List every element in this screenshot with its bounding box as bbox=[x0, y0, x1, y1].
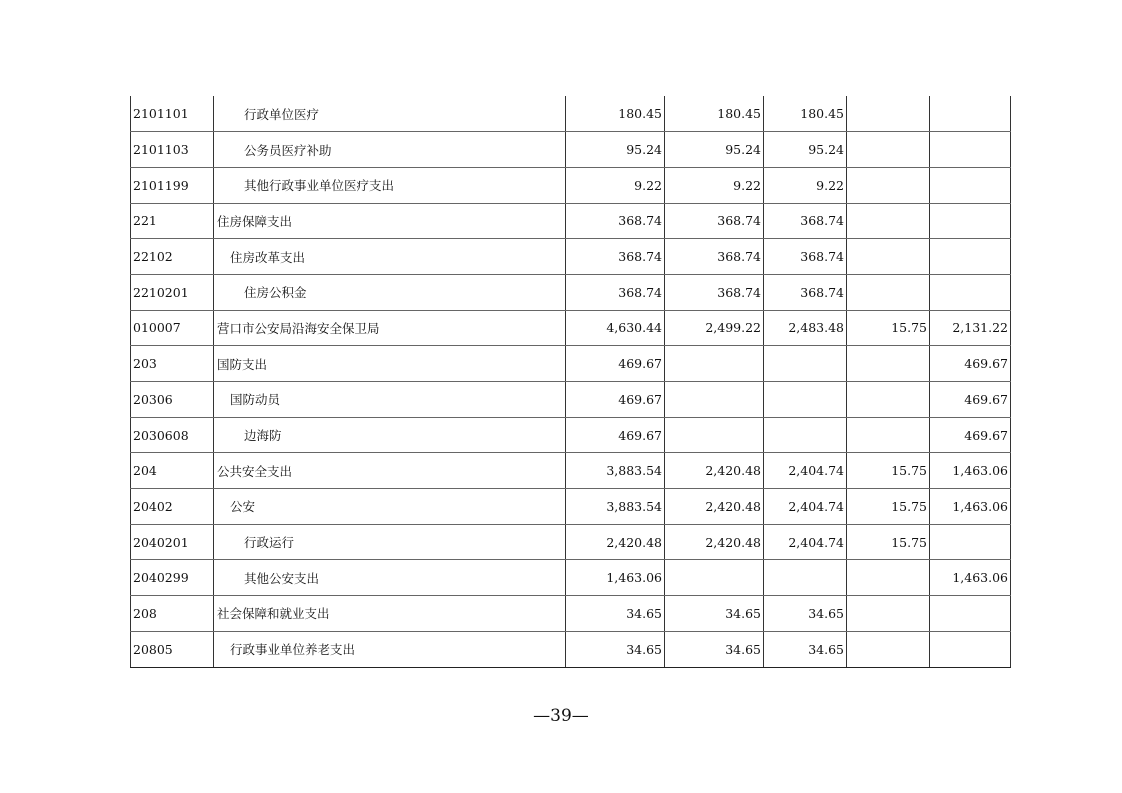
basic-expenditure-cell: 34.65 bbox=[665, 631, 764, 667]
budget-table bbox=[130, 96, 1011, 668]
total-cell: 34.65 bbox=[566, 596, 665, 632]
personnel-expenditure-cell: 2,483.48 bbox=[764, 310, 847, 346]
total-cell: 469.67 bbox=[566, 417, 665, 453]
project-expenditure-cell bbox=[930, 274, 1011, 310]
personnel-expenditure-cell: 368.74 bbox=[764, 239, 847, 275]
subject-name-cell: 行政运行 bbox=[214, 524, 566, 560]
total-cell: 34.65 bbox=[566, 631, 665, 667]
personnel-expenditure-cell bbox=[764, 346, 847, 382]
subject-code-cell: 2101101 bbox=[131, 96, 214, 132]
personnel-expenditure-cell: 34.65 bbox=[764, 631, 847, 667]
table-row bbox=[131, 310, 1011, 346]
project-expenditure-cell bbox=[930, 167, 1011, 203]
table-row bbox=[131, 132, 1011, 168]
personnel-expenditure-cell: 368.74 bbox=[764, 203, 847, 239]
total-cell: 469.67 bbox=[566, 346, 665, 382]
subject-name-cell: 公共安全支出 bbox=[214, 453, 566, 489]
project-expenditure-cell bbox=[930, 596, 1011, 632]
total-cell: 368.74 bbox=[566, 274, 665, 310]
subject-code-cell: 20402 bbox=[131, 489, 214, 525]
basic-expenditure-cell: 9.22 bbox=[665, 167, 764, 203]
subject-name-cell: 社会保障和就业支出 bbox=[214, 596, 566, 632]
project-expenditure-cell bbox=[930, 132, 1011, 168]
total-cell: 4,630.44 bbox=[566, 310, 665, 346]
public-expenditure-cell: 15.75 bbox=[847, 453, 930, 489]
project-expenditure-cell bbox=[930, 631, 1011, 667]
total-cell: 95.24 bbox=[566, 132, 665, 168]
table-row bbox=[131, 96, 1011, 132]
table-row bbox=[131, 631, 1011, 667]
basic-expenditure-cell: 368.74 bbox=[665, 274, 764, 310]
subject-code-cell: 2030608 bbox=[131, 417, 214, 453]
table-row bbox=[131, 346, 1011, 382]
total-cell: 368.74 bbox=[566, 239, 665, 275]
table-row bbox=[131, 489, 1011, 525]
total-cell: 2,420.48 bbox=[566, 524, 665, 560]
project-expenditure-cell: 469.67 bbox=[930, 382, 1011, 418]
personnel-expenditure-cell: 2,404.74 bbox=[764, 524, 847, 560]
subject-code-cell: 20805 bbox=[131, 631, 214, 667]
subject-name-cell: 其他公安支出 bbox=[214, 560, 566, 596]
subject-code-cell: 2210201 bbox=[131, 274, 214, 310]
subject-code-cell: 010007 bbox=[131, 310, 214, 346]
table-row bbox=[131, 167, 1011, 203]
subject-name-cell: 住房保障支出 bbox=[214, 203, 566, 239]
personnel-expenditure-cell: 2,404.74 bbox=[764, 453, 847, 489]
public-expenditure-cell bbox=[847, 382, 930, 418]
subject-code-cell: 204 bbox=[131, 453, 214, 489]
table-row bbox=[131, 274, 1011, 310]
total-cell: 469.67 bbox=[566, 382, 665, 418]
table-row bbox=[131, 560, 1011, 596]
subject-name-cell: 营口市公安局沿海安全保卫局 bbox=[214, 310, 566, 346]
personnel-expenditure-cell: 2,404.74 bbox=[764, 489, 847, 525]
basic-expenditure-cell bbox=[665, 560, 764, 596]
project-expenditure-cell bbox=[930, 203, 1011, 239]
table-row bbox=[131, 382, 1011, 418]
basic-expenditure-cell bbox=[665, 346, 764, 382]
table-row bbox=[131, 417, 1011, 453]
subject-name-cell: 行政单位医疗 bbox=[214, 96, 566, 132]
subject-name-cell: 行政事业单位养老支出 bbox=[214, 631, 566, 667]
subject-code-cell: 2040299 bbox=[131, 560, 214, 596]
project-expenditure-cell: 1,463.06 bbox=[930, 560, 1011, 596]
personnel-expenditure-cell bbox=[764, 382, 847, 418]
project-expenditure-cell: 469.67 bbox=[930, 346, 1011, 382]
personnel-expenditure-cell bbox=[764, 417, 847, 453]
total-cell: 368.74 bbox=[566, 203, 665, 239]
public-expenditure-cell bbox=[847, 239, 930, 275]
project-expenditure-cell: 1,463.06 bbox=[930, 453, 1011, 489]
table-row bbox=[131, 203, 1011, 239]
personnel-expenditure-cell bbox=[764, 560, 847, 596]
basic-expenditure-cell: 2,420.48 bbox=[665, 453, 764, 489]
personnel-expenditure-cell: 95.24 bbox=[764, 132, 847, 168]
table-row bbox=[131, 239, 1011, 275]
total-cell: 9.22 bbox=[566, 167, 665, 203]
basic-expenditure-cell bbox=[665, 382, 764, 418]
basic-expenditure-cell bbox=[665, 417, 764, 453]
basic-expenditure-cell: 2,420.48 bbox=[665, 489, 764, 525]
table-row bbox=[131, 596, 1011, 632]
subject-code-cell: 2101103 bbox=[131, 132, 214, 168]
public-expenditure-cell bbox=[847, 167, 930, 203]
table-row bbox=[131, 453, 1011, 489]
table-body bbox=[131, 96, 1011, 667]
subject-code-cell: 208 bbox=[131, 596, 214, 632]
basic-expenditure-cell: 368.74 bbox=[665, 239, 764, 275]
subject-name-cell: 边海防 bbox=[214, 417, 566, 453]
public-expenditure-cell bbox=[847, 560, 930, 596]
public-expenditure-cell: 15.75 bbox=[847, 489, 930, 525]
project-expenditure-cell bbox=[930, 239, 1011, 275]
subject-name-cell: 国防动员 bbox=[214, 382, 566, 418]
public-expenditure-cell bbox=[847, 203, 930, 239]
public-expenditure-cell bbox=[847, 96, 930, 132]
personnel-expenditure-cell: 34.65 bbox=[764, 596, 847, 632]
total-cell: 3,883.54 bbox=[566, 453, 665, 489]
public-expenditure-cell bbox=[847, 596, 930, 632]
project-expenditure-cell: 2,131.22 bbox=[930, 310, 1011, 346]
project-expenditure-cell: 469.67 bbox=[930, 417, 1011, 453]
total-cell: 180.45 bbox=[566, 96, 665, 132]
basic-expenditure-cell: 95.24 bbox=[665, 132, 764, 168]
basic-expenditure-cell: 2,420.48 bbox=[665, 524, 764, 560]
project-expenditure-cell: 1,463.06 bbox=[930, 489, 1011, 525]
public-expenditure-cell bbox=[847, 274, 930, 310]
subject-code-cell: 22102 bbox=[131, 239, 214, 275]
subject-code-cell: 2101199 bbox=[131, 167, 214, 203]
total-cell: 3,883.54 bbox=[566, 489, 665, 525]
subject-name-cell: 公务员医疗补助 bbox=[214, 132, 566, 168]
page-number: —39— bbox=[533, 706, 589, 726]
subject-code-cell: 221 bbox=[131, 203, 214, 239]
project-expenditure-cell bbox=[930, 96, 1011, 132]
public-expenditure-cell bbox=[847, 346, 930, 382]
subject-code-cell: 203 bbox=[131, 346, 214, 382]
project-expenditure-cell bbox=[930, 524, 1011, 560]
basic-expenditure-cell: 180.45 bbox=[665, 96, 764, 132]
subject-name-cell: 住房改革支出 bbox=[214, 239, 566, 275]
subject-name-cell: 其他行政事业单位医疗支出 bbox=[214, 167, 566, 203]
total-cell: 1,463.06 bbox=[566, 560, 665, 596]
public-expenditure-cell: 15.75 bbox=[847, 524, 930, 560]
table-row bbox=[131, 524, 1011, 560]
personnel-expenditure-cell: 9.22 bbox=[764, 167, 847, 203]
personnel-expenditure-cell: 368.74 bbox=[764, 274, 847, 310]
public-expenditure-cell bbox=[847, 417, 930, 453]
subject-name-cell: 国防支出 bbox=[214, 346, 566, 382]
subject-code-cell: 2040201 bbox=[131, 524, 214, 560]
public-expenditure-cell bbox=[847, 132, 930, 168]
basic-expenditure-cell: 368.74 bbox=[665, 203, 764, 239]
subject-code-cell: 20306 bbox=[131, 382, 214, 418]
subject-name-cell: 公安 bbox=[214, 489, 566, 525]
basic-expenditure-cell: 34.65 bbox=[665, 596, 764, 632]
basic-expenditure-cell: 2,499.22 bbox=[665, 310, 764, 346]
public-expenditure-cell: 15.75 bbox=[847, 310, 930, 346]
subject-name-cell: 住房公积金 bbox=[214, 274, 566, 310]
personnel-expenditure-cell: 180.45 bbox=[764, 96, 847, 132]
public-expenditure-cell bbox=[847, 631, 930, 667]
